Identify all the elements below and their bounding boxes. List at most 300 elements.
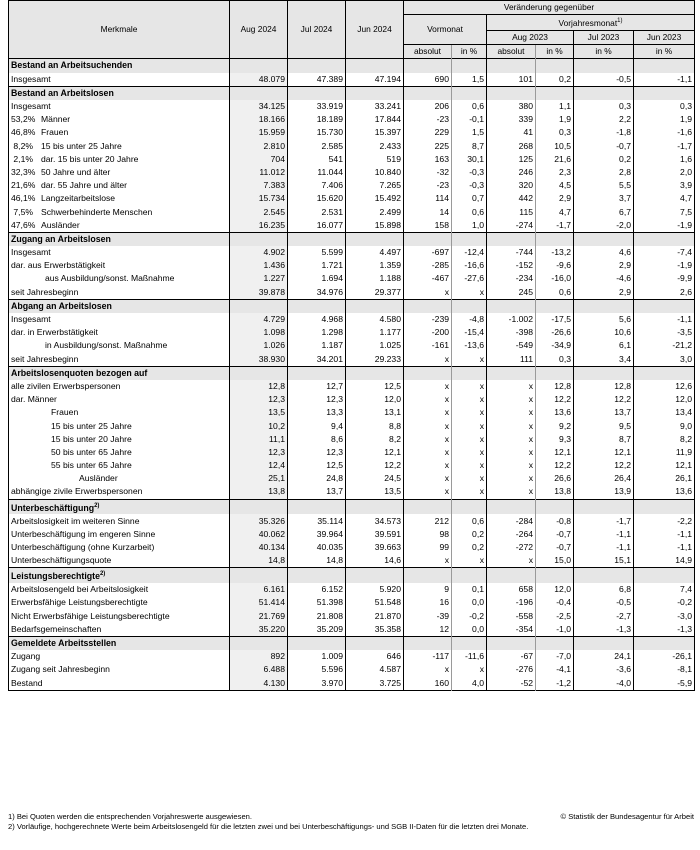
cell-aug-2024: 11,1 [230,433,288,446]
section-header-cell [536,366,574,380]
cell-aug2023-absolut: -274 [487,219,536,233]
row-label: Bedarfsgemeinschaften [11,623,102,634]
table-row [9,650,695,663]
section-title: Arbeitslosenquoten bezogen auf [9,366,230,380]
section-header-cell [574,568,634,583]
section-header-cell [346,499,404,514]
cell-vormonat-absolut: x [404,380,452,393]
cell-aug-2024: 6.161 [230,583,288,596]
cell-vormonat-absolut: -239 [404,313,452,326]
header-aug-2023: Aug 2023 [487,30,574,44]
cell-jul2023-pct: 2,9 [574,286,634,300]
row-label: in Ausbildung/sonst. Maßnahme [45,340,168,351]
section-header [9,499,695,514]
cell-vormonat-pct: x [452,459,487,472]
cell-vormonat-absolut: 12 [404,623,452,637]
cell-jun2023-pct: -1,7 [634,139,695,152]
cell-jul2023-pct: -1,7 [574,514,634,527]
cell-vormonat-pct: -4,8 [452,313,487,326]
table-row [9,676,695,690]
row-label: Arbeitslosengeld bei Arbeitslosigkeit [11,584,149,595]
cell-aug2023-absolut: 41 [487,126,536,139]
section-header-cell [536,86,574,100]
cell-aug2023-absolut: 115 [487,205,536,218]
cell-vormonat-pct: 8,7 [452,139,487,152]
cell-jul2023-pct: 26,4 [574,472,634,485]
cell-jul-2024: 6.152 [288,583,346,596]
cell-jul2023-pct: 3,7 [574,192,634,205]
cell-aug-2024: 12,8 [230,380,288,393]
section-header-cell [487,568,536,583]
row-label: Insgesamt [11,101,51,112]
cell-aug2023-absolut: 442 [487,192,536,205]
cell-aug2023-absolut: x [487,472,536,485]
cell-aug2023-pct: 2,3 [536,166,574,179]
cell-jul2023-pct: 9,5 [574,419,634,432]
cell-jul-2024: 4.968 [288,313,346,326]
cell-jun-2024: 1.177 [346,326,404,339]
cell-vormonat-pct: -0,1 [452,113,487,126]
row-label: seit Jahresbeginn [11,353,79,364]
cell-aug2023-pct: 9,3 [536,433,574,446]
cell-jul-2024: 33.919 [288,100,346,113]
row-label: dar. aus Erwerbstätigkeit [11,260,106,271]
table-row [9,406,695,419]
cell-aug2023-absolut: x [487,433,536,446]
section-header-cell [536,232,574,246]
section-header-cell [536,499,574,514]
section-header-cell [404,299,452,313]
cell-jul-2024: 11.044 [288,166,346,179]
cell-aug-2024: 14,8 [230,554,288,568]
cell-jun2023-pct: -1,9 [634,259,695,272]
row-label: abhängige zivile Erwerbspersonen [11,486,143,497]
table-row [9,219,695,233]
cell-vormonat-pct: -16,6 [452,259,487,272]
cell-jun2023-pct: -7,4 [634,246,695,259]
cell-aug-2024: 25,1 [230,472,288,485]
cell-jun2023-pct: -21,2 [634,339,695,352]
cell-jul2023-pct: 3,4 [574,352,634,366]
cell-jun2023-pct: 9,0 [634,419,695,432]
cell-aug-2024: 892 [230,650,288,663]
cell-aug2023-pct: -0,8 [536,514,574,527]
section-title: Abgang an Arbeitslosen [9,299,230,313]
cell-jun-2024: 12,2 [346,459,404,472]
cell-jun2023-pct: 1,9 [634,113,695,126]
cell-vormonat-pct: x [452,472,487,485]
header-vormonat: Vormonat [404,15,487,45]
cell-jul-2024: 1.009 [288,650,346,663]
cell-aug2023-absolut: 125 [487,153,536,166]
section-header-cell [452,636,487,650]
cell-aug-2024: 38.930 [230,352,288,366]
row-label: aus Ausbildung/sonst. Maßnahme [45,273,175,284]
section-header-cell [487,232,536,246]
cell-vormonat-absolut: x [404,393,452,406]
section-header-cell [574,499,634,514]
cell-vormonat-absolut: 114 [404,192,452,205]
cell-aug2023-absolut: -52 [487,676,536,690]
header-jun-2024: Jun 2024 [346,1,404,59]
cell-aug2023-pct: -0,4 [536,596,574,609]
table-row [9,113,695,126]
table-row [9,153,695,166]
cell-jun2023-pct: 13,4 [634,406,695,419]
cell-aug-2024: 10,2 [230,419,288,432]
cell-aug-2024: 704 [230,153,288,166]
cell-vormonat-absolut: 98 [404,528,452,541]
section-title: Bestand an Arbeitsuchenden [9,59,230,73]
header-jul-2024: Jul 2024 [288,1,346,59]
row-label: dar. Männer [11,394,57,405]
row-label: Insgesamt [11,73,51,84]
cell-jul2023-pct: 2,8 [574,166,634,179]
cell-aug2023-absolut: 111 [487,352,536,366]
cell-jun-2024: 2.499 [346,205,404,218]
section-header-cell [346,59,404,73]
cell-vormonat-pct: 1,5 [452,73,487,87]
cell-jul2023-pct: 6,1 [574,339,634,352]
cell-jun-2024: 8,2 [346,433,404,446]
table-row [9,596,695,609]
section-header-cell [288,499,346,514]
table-row [9,286,695,300]
cell-aug2023-pct: 0,2 [536,73,574,87]
cell-jul-2024: 8,6 [288,433,346,446]
table-row [9,339,695,352]
table-row [9,514,695,527]
row-label: 32,3% 50 Jahre und älter [11,166,111,177]
cell-aug2023-pct: -2,5 [536,610,574,623]
cell-aug2023-pct: -13,2 [536,246,574,259]
cell-jun2023-pct: 2,0 [634,166,695,179]
section-header-cell [288,86,346,100]
cell-aug2023-pct: 0,3 [536,352,574,366]
cell-jun2023-pct: -3,5 [634,326,695,339]
section-header-cell [288,568,346,583]
section-title: Unterbeschäftigung$^{2)}$ [9,499,230,514]
cell-jun2023-pct: -3,0 [634,610,695,623]
cell-aug-2024: 13,8 [230,485,288,499]
row-label: dar. in Erwerbstätigkeit [11,327,98,338]
cell-jul-2024: 34.976 [288,286,346,300]
header-jul-2023: Jul 2023 [574,30,634,44]
cell-jun-2024: 10.840 [346,166,404,179]
table-row [9,272,695,285]
cell-jun-2024: 8,8 [346,419,404,432]
cell-jun-2024: 24,5 [346,472,404,485]
cell-jun2023-pct: 26,1 [634,472,695,485]
cell-aug2023-absolut: 339 [487,113,536,126]
cell-jun2023-pct: -0,2 [634,596,695,609]
cell-jul-2024: 2.531 [288,205,346,218]
cell-vormonat-absolut: x [404,485,452,499]
cell-jul2023-pct: 2,2 [574,113,634,126]
header-aug-2024: Aug 2024 [230,1,288,59]
cell-vormonat-pct: x [452,352,487,366]
row-label: Frauen [51,407,79,418]
cell-aug2023-pct: 4,5 [536,179,574,192]
section-header-cell [404,499,452,514]
cell-vormonat-pct: 0,0 [452,596,487,609]
cell-aug2023-absolut: 246 [487,166,536,179]
cell-vormonat-absolut: x [404,419,452,432]
cell-jul2023-pct: 12,8 [574,380,634,393]
cell-vormonat-pct: x [452,433,487,446]
cell-aug2023-absolut: -558 [487,610,536,623]
table-row [9,663,695,676]
cell-jun2023-pct: 7,5 [634,205,695,218]
section-header-cell [404,568,452,583]
cell-jul2023-pct: -3,6 [574,663,634,676]
row-label: Insgesamt [11,314,51,325]
cell-jun2023-pct: 12,1 [634,459,695,472]
share-percent: 46,8% [11,127,36,138]
cell-jun-2024: 12,1 [346,446,404,459]
section-header-cell [346,366,404,380]
cell-vormonat-absolut: 163 [404,153,452,166]
cell-vormonat-absolut: x [404,459,452,472]
cell-jun-2024: 15.397 [346,126,404,139]
header-merkmale: Merkmale [9,1,230,59]
cell-jul-2024: 13,3 [288,406,346,419]
cell-vormonat-pct: 0,6 [452,205,487,218]
cell-jun-2024: 47.194 [346,73,404,87]
cell-jun-2024: 35.358 [346,623,404,637]
cell-jul2023-pct: -2,7 [574,610,634,623]
cell-jun-2024: 7.265 [346,179,404,192]
section-header-cell [230,636,288,650]
table-row [9,73,695,87]
section-header [9,232,695,246]
section-header-cell [574,232,634,246]
cell-vormonat-pct: 0,1 [452,583,487,596]
cell-aug-2024: 18.166 [230,113,288,126]
cell-aug2023-absolut: x [487,446,536,459]
cell-vormonat-pct: 4,0 [452,676,487,690]
cell-vormonat-pct: 0,7 [452,192,487,205]
cell-aug-2024: 34.125 [230,100,288,113]
cell-jul-2024: 5.599 [288,246,346,259]
cell-jul2023-pct: 13,7 [574,406,634,419]
table-row [9,433,695,446]
section-header-cell [487,366,536,380]
row-label: 55 bis unter 65 Jahre [51,460,132,471]
section-title: Bestand an Arbeitslosen [9,86,230,100]
cell-jun-2024: 15.898 [346,219,404,233]
cell-aug-2024: 12,3 [230,393,288,406]
cell-aug2023-pct: 10,5 [536,139,574,152]
row-label: 46,8% Frauen [11,127,69,138]
cell-vormonat-absolut: x [404,446,452,459]
cell-jun2023-pct: 12,6 [634,380,695,393]
cell-aug-2024: 2.810 [230,139,288,152]
cell-vormonat-absolut: 9 [404,583,452,596]
cell-aug2023-absolut: -398 [487,326,536,339]
cell-jul2023-pct: 5,6 [574,313,634,326]
header-absolut-vormonat: absolut [404,45,452,59]
table-row [9,393,695,406]
cell-aug2023-pct: -1,7 [536,219,574,233]
cell-jun2023-pct: 2,6 [634,286,695,300]
cell-jun2023-pct: 3,9 [634,179,695,192]
cell-vormonat-absolut: x [404,406,452,419]
cell-aug-2024: 11.012 [230,166,288,179]
table-row [9,459,695,472]
cell-jul2023-pct: 6,7 [574,205,634,218]
row-label: 50 bis unter 65 Jahre [51,446,132,457]
cell-aug2023-pct: 1,1 [536,100,574,113]
cell-aug2023-pct: -1,2 [536,676,574,690]
cell-jun2023-pct: 12,0 [634,393,695,406]
cell-jun-2024: 13,5 [346,485,404,499]
cell-vormonat-pct: 1,5 [452,126,487,139]
cell-vormonat-pct: 30,1 [452,153,487,166]
cell-aug-2024: 48.079 [230,73,288,87]
table-row [9,623,695,637]
cell-aug-2024: 15.734 [230,192,288,205]
cell-vormonat-pct: x [452,393,487,406]
cell-vormonat-absolut: x [404,554,452,568]
cell-vormonat-absolut: x [404,352,452,366]
cell-vormonat-pct: -13,6 [452,339,487,352]
section-header [9,636,695,650]
section-header-cell [487,299,536,313]
cell-jul2023-pct: 12,1 [574,446,634,459]
cell-vormonat-absolut: -285 [404,259,452,272]
cell-aug2023-pct: -0,7 [536,541,574,554]
section-header-cell [536,636,574,650]
section-header-cell [346,232,404,246]
cell-jun-2024: 17.844 [346,113,404,126]
row-label: Insgesamt [11,247,51,258]
section-header-cell [487,636,536,650]
section-header-cell [452,86,487,100]
cell-vormonat-pct: 0,6 [452,514,487,527]
cell-vormonat-absolut: 690 [404,73,452,87]
cell-aug2023-pct: -4,1 [536,663,574,676]
cell-vormonat-absolut: x [404,433,452,446]
source-note: © Statistik der Bundesagentur für Arbeit [560,812,694,821]
cell-jun-2024: 29.377 [346,286,404,300]
cell-aug-2024: 12,4 [230,459,288,472]
row-label: 2,1% dar. 15 bis unter 20 Jahre [9,153,230,166]
section-header-cell [288,366,346,380]
cell-vormonat-pct: x [452,286,487,300]
cell-jun2023-pct: 4,7 [634,192,695,205]
cell-aug2023-absolut: 101 [487,73,536,87]
section-header-cell [404,366,452,380]
cell-vormonat-absolut: 229 [404,126,452,139]
cell-jul-2024: 35.209 [288,623,346,637]
cell-jun2023-pct: -26,1 [634,650,695,663]
row-label: seit Jahresbeginn [11,286,79,297]
cell-jun-2024: 1.188 [346,272,404,285]
cell-aug2023-pct: -16,0 [536,272,574,285]
cell-jul-2024: 7.406 [288,179,346,192]
statistics-table-container [8,0,694,691]
table-row [9,166,695,179]
header-inpct-vormonat: in % [452,45,487,59]
table-row [9,192,695,205]
section-header-cell [288,299,346,313]
cell-aug-2024: 6.488 [230,663,288,676]
cell-vormonat-pct: 0,6 [452,100,487,113]
share-percent: 53,2% [11,114,36,125]
cell-vormonat-absolut: 206 [404,100,452,113]
cell-vormonat-pct: x [452,446,487,459]
cell-aug-2024: 1.098 [230,326,288,339]
row-label: Erwerbsfähige Leistungsberechtigte [11,597,148,608]
cell-jul-2024: 14,8 [288,554,346,568]
section-header-cell [634,366,695,380]
cell-jul-2024: 18.189 [288,113,346,126]
cell-jul-2024: 12,3 [288,393,346,406]
table-row [9,139,695,152]
row-label: Bestand [11,677,43,688]
cell-jun-2024: 39.663 [346,541,404,554]
cell-vormonat-pct: x [452,663,487,676]
section-header [9,366,695,380]
cell-vormonat-absolut: -32 [404,166,452,179]
row-label: Unterbeschäftigungsquote [11,555,112,566]
cell-vormonat-pct: x [452,380,487,393]
cell-aug-2024: 2.545 [230,205,288,218]
cell-jun-2024: 34.573 [346,514,404,527]
section-header-cell [404,86,452,100]
cell-vormonat-pct: -15,4 [452,326,487,339]
share-percent: 32,3% [11,166,36,177]
cell-jul2023-pct: 4,6 [574,246,634,259]
section-header-cell [634,636,695,650]
section-header-cell [230,59,288,73]
cell-jul2023-pct: -1,1 [574,528,634,541]
cell-jul2023-pct: -0,5 [574,596,634,609]
cell-vormonat-absolut: -39 [404,610,452,623]
table-row [9,352,695,366]
table-row [9,259,695,272]
cell-aug2023-pct: 15,0 [536,554,574,568]
cell-jun-2024: 21.870 [346,610,404,623]
section-header-cell [230,499,288,514]
cell-aug2023-absolut: -152 [487,259,536,272]
table-row [9,583,695,596]
cell-aug-2024: 4.902 [230,246,288,259]
cell-vormonat-absolut: 225 [404,139,452,152]
share-percent: 7,5% [13,206,33,217]
cell-jun2023-pct: 8,2 [634,433,695,446]
cell-aug2023-pct: 2,9 [536,192,574,205]
cell-aug-2024: 16.235 [230,219,288,233]
table-row [9,528,695,541]
cell-aug2023-absolut: x [487,406,536,419]
table-row [9,246,695,259]
cell-vormonat-pct: 0,2 [452,528,487,541]
row-label: Unterbeschäftigung im engeren Sinne [11,528,156,539]
section-header-cell [346,86,404,100]
cell-aug2023-pct: 13,6 [536,406,574,419]
section-header-cell [404,636,452,650]
header-inpct-jun2023: in % [634,45,695,59]
cell-jul-2024: 541 [288,153,346,166]
section-header-cell [634,568,695,583]
cell-jun2023-pct: 11,9 [634,446,695,459]
row-label: 53,2% Männer [11,114,71,125]
cell-vormonat-absolut: 16 [404,596,452,609]
table-row [9,485,695,499]
cell-vormonat-pct: -11,6 [452,650,487,663]
